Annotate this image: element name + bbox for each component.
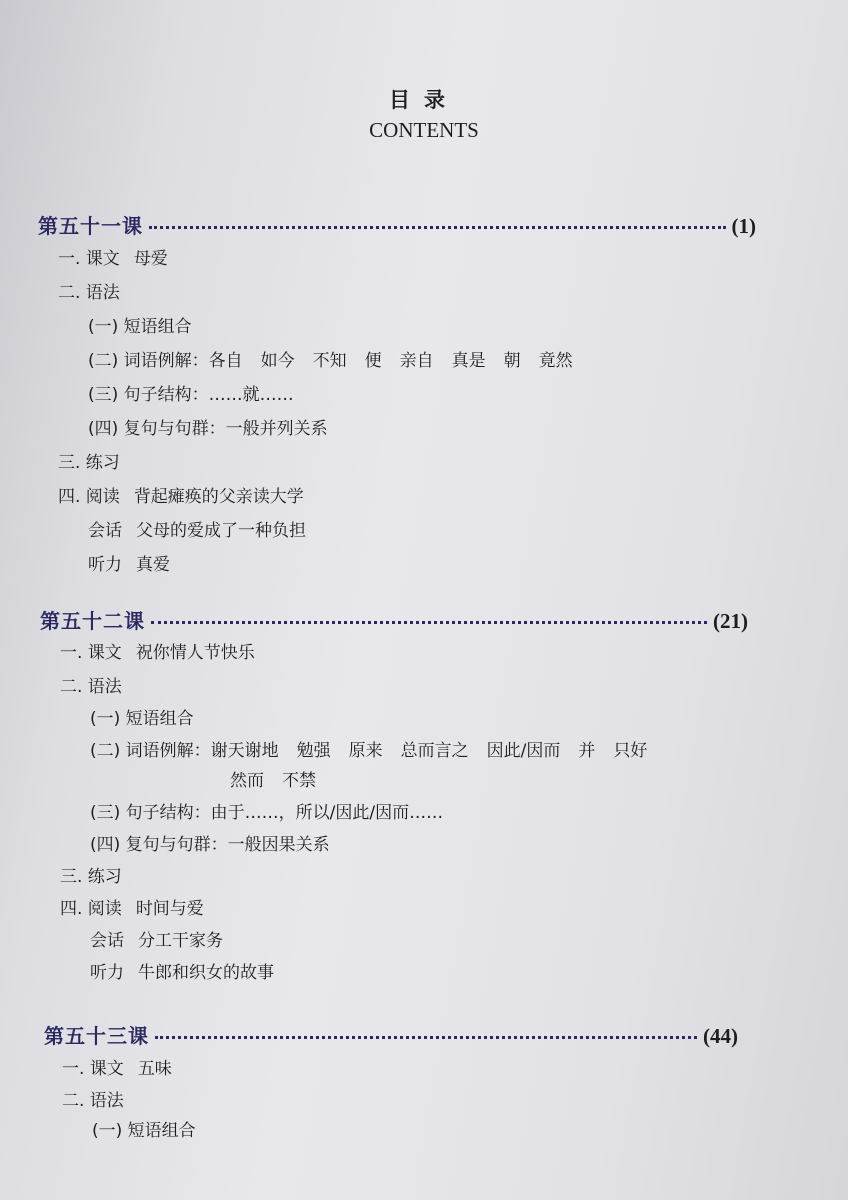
- example-word: 如今: [260, 351, 295, 371]
- example-word: 并: [578, 741, 596, 761]
- example-word: 不知: [312, 351, 347, 371]
- dot-leader: [155, 1030, 697, 1039]
- toc-entry-grammar: 二. 语法: [62, 1091, 124, 1111]
- toc-entry-grammar-2: [88, 346, 591, 371]
- toc-entry-text: [60, 638, 255, 663]
- lesson-title: 第五十二课: [40, 609, 145, 633]
- entry-label: (二) 词语例解：: [88, 351, 209, 371]
- entry-title: 分工干家务: [138, 931, 223, 951]
- example-word: 原来: [348, 741, 383, 761]
- toc-entry-grammar-2: [90, 736, 647, 761]
- entry-label: 四. 阅读: [58, 487, 120, 507]
- entry-label: 会话: [88, 521, 122, 541]
- page-subtitle: CONTENTS: [369, 118, 479, 142]
- toc-entry-dialog: [88, 516, 306, 541]
- toc-entry-text: [62, 1054, 172, 1079]
- example-word: 真是: [451, 351, 486, 371]
- example-word: 便: [364, 351, 382, 371]
- toc-entry-grammar-3: (三) 句子结构：由于……，所以/因此/因而……: [90, 803, 444, 823]
- toc-entry-grammar: 二. 语法: [58, 283, 120, 303]
- entry-label: 会话: [90, 931, 124, 951]
- toc-entry-grammar-3: (三) 句子结构：……就……: [88, 385, 294, 405]
- toc-entry-reading: [60, 894, 204, 919]
- lesson-page-number: (1): [731, 214, 756, 238]
- toc-entry-text: [58, 244, 168, 269]
- example-word: 谢天谢地: [210, 741, 279, 761]
- toc-entry-grammar-1: (一) 短语组合: [92, 1121, 196, 1141]
- lesson-title: 第五十三课: [44, 1024, 149, 1048]
- example-word: 勉强: [296, 741, 331, 761]
- entry-title: 五味: [137, 1059, 172, 1079]
- entry-label: 一. 课文: [58, 249, 120, 269]
- entry-title: 真爱: [136, 555, 170, 575]
- entry-title: 母爱: [133, 249, 168, 269]
- lesson-page-number: (44): [703, 1024, 738, 1048]
- entry-title: 牛郎和织女的故事: [138, 963, 274, 983]
- toc-entry-listening: [90, 958, 274, 983]
- lesson-52-heading[interactable]: [40, 605, 748, 634]
- example-word: 各自: [208, 351, 243, 371]
- entry-title: 父母的爱成了一种负担: [136, 521, 306, 541]
- toc-entry-grammar-1: (一) 短语组合: [88, 317, 192, 337]
- entry-label: 一. 课文: [60, 643, 122, 663]
- toc-entry-listening: [88, 550, 170, 575]
- toc-entry-reading: [58, 482, 304, 507]
- toc-entry-grammar-2-cont: [230, 766, 334, 791]
- entry-label: 听力: [90, 963, 124, 983]
- toc-entry-practice: 三. 练习: [58, 453, 120, 473]
- example-word: 竟然: [538, 351, 573, 371]
- entry-title: 背起瘫痪的父亲读大学: [133, 487, 304, 507]
- lesson-53-heading[interactable]: [44, 1020, 738, 1049]
- toc-entry-grammar-4: (四) 复句与句群：一般并列关系: [88, 419, 328, 439]
- dot-leader: [151, 615, 707, 624]
- entry-title: 祝你情人节快乐: [135, 643, 255, 663]
- toc-entry-grammar: 二. 语法: [60, 677, 122, 697]
- example-word: 亲自: [399, 351, 434, 371]
- example-word: 不禁: [282, 771, 316, 791]
- lesson-page-number: (21): [713, 609, 748, 633]
- example-word: 然而: [230, 771, 264, 791]
- example-word: 只好: [613, 741, 648, 761]
- lesson-title: 第五十一课: [38, 214, 143, 238]
- entry-label: (二) 词语例解：: [90, 741, 211, 761]
- entry-title: 时间与爱: [135, 899, 204, 919]
- page-title: 目录: [389, 88, 459, 112]
- entry-label: 听力: [88, 555, 122, 575]
- example-word: 朝: [503, 351, 521, 371]
- toc-entry-practice: 三. 练习: [60, 867, 122, 887]
- entry-label: 一. 课文: [62, 1059, 124, 1079]
- lesson-51-heading[interactable]: [38, 210, 756, 239]
- entry-label: 四. 阅读: [60, 899, 122, 919]
- example-word: 因此/因而: [486, 741, 561, 761]
- dot-leader: [149, 220, 726, 229]
- toc-entry-dialog: [90, 926, 223, 951]
- toc-entry-grammar-1: (一) 短语组合: [90, 709, 194, 729]
- example-word: 总而言之: [400, 741, 469, 761]
- toc-entry-grammar-4: (四) 复句与句群：一般因果关系: [90, 835, 330, 855]
